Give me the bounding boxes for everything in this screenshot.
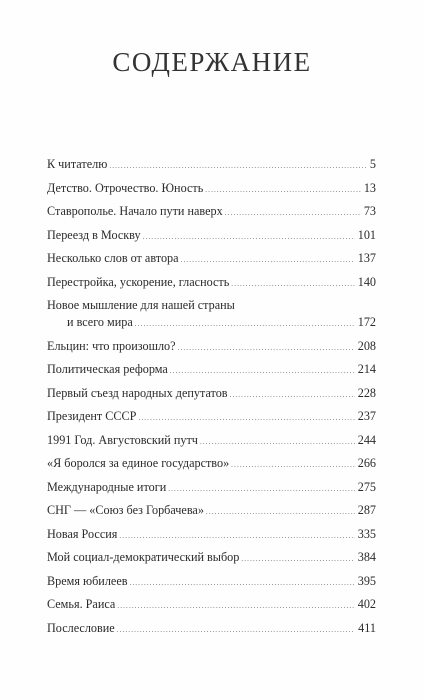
toc-entry bbox=[47, 502, 376, 519]
toc-entry-title: Новое мышление для нашей страны bbox=[47, 298, 235, 312]
dot-leader bbox=[206, 506, 355, 518]
toc-entry-page: 13 bbox=[363, 180, 376, 195]
toc-entry-page: 228 bbox=[357, 385, 376, 400]
toc-entry bbox=[47, 274, 376, 291]
dot-leader bbox=[178, 342, 355, 354]
dot-leader bbox=[230, 389, 355, 401]
toc-entry-title: Президент СССР bbox=[47, 409, 137, 423]
toc-entry bbox=[47, 180, 376, 197]
toc-entry-page: 214 bbox=[357, 362, 376, 376]
dot-leader bbox=[119, 530, 354, 542]
dot-leader bbox=[231, 459, 355, 471]
dot-leader bbox=[168, 483, 354, 495]
toc-entry-page: 411 bbox=[358, 620, 376, 635]
toc-entry-page: 395 bbox=[357, 573, 376, 588]
toc-entry-page: 208 bbox=[357, 338, 376, 353]
toc-entry-page: 237 bbox=[357, 409, 376, 423]
toc-entry bbox=[47, 573, 376, 590]
toc-entry-title: К читателю bbox=[47, 157, 108, 171]
dot-leader bbox=[138, 412, 354, 424]
toc-entry-page: 172 bbox=[357, 315, 376, 329]
toc-entry-page: 137 bbox=[357, 251, 376, 265]
toc-entry bbox=[47, 596, 376, 613]
dot-leader bbox=[231, 278, 354, 290]
dot-leader bbox=[170, 365, 355, 377]
toc-entry-page: 275 bbox=[357, 479, 376, 494]
toc-entry-title: Время юбилеев bbox=[47, 573, 128, 588]
toc-entry-title: Переезд в Москву bbox=[47, 227, 141, 242]
toc-entry-title: Новая Россия bbox=[47, 526, 118, 541]
toc-entry-page: 101 bbox=[357, 227, 376, 242]
toc-entry-page: 384 bbox=[357, 550, 376, 564]
toc-entry bbox=[47, 203, 376, 220]
toc-entry-title: Первый съезд народных депутатов bbox=[47, 385, 228, 400]
toc-entry-page: 244 bbox=[357, 432, 376, 447]
toc-entry-page: 402 bbox=[357, 597, 376, 611]
dot-leader bbox=[117, 624, 355, 636]
toc-entry-title: 1991 Год. Августовский путч bbox=[47, 432, 198, 447]
toc-entry bbox=[47, 156, 376, 173]
toc-entry-page: 73 bbox=[363, 204, 376, 218]
toc-entry-title: Детство. Отрочество. Юность bbox=[47, 180, 204, 195]
dot-leader bbox=[241, 553, 354, 565]
table-of-contents bbox=[47, 156, 376, 643]
toc-entry bbox=[47, 385, 376, 402]
toc-entry-title: Послесловие bbox=[47, 620, 115, 635]
toc-entry-title: Политическая реформа bbox=[47, 362, 168, 376]
dot-leader bbox=[135, 318, 355, 330]
toc-entry-title: Мой социал-демократический выбор bbox=[47, 550, 240, 564]
toc-entry-page: 287 bbox=[357, 503, 376, 517]
toc-entry bbox=[47, 250, 376, 267]
toc-entry-page: 5 bbox=[369, 157, 376, 171]
toc-entry bbox=[47, 479, 376, 496]
toc-entry-page: 335 bbox=[357, 526, 376, 541]
toc-entry-title: Ельцин: что произошло? bbox=[47, 338, 176, 353]
toc-entry bbox=[47, 526, 376, 543]
toc-entry bbox=[47, 549, 376, 566]
toc-entry-title: Ставрополье. Начало пути наверх bbox=[47, 204, 223, 218]
page-title: СОДЕРЖАНИЕ bbox=[112, 47, 312, 77]
toc-entry bbox=[47, 432, 376, 449]
toc-entry-title: Несколько слов от автора bbox=[47, 251, 179, 265]
toc-entry bbox=[47, 297, 376, 331]
toc-entry-title: Семья. Раиса bbox=[47, 597, 116, 611]
dot-leader bbox=[181, 254, 355, 266]
dot-leader bbox=[117, 600, 354, 612]
toc-entry bbox=[47, 408, 376, 425]
toc-entry-page: 140 bbox=[357, 274, 376, 289]
toc-entry bbox=[47, 455, 376, 472]
toc-entry bbox=[47, 338, 376, 355]
toc-entry bbox=[47, 620, 376, 637]
dot-leader bbox=[109, 160, 367, 172]
toc-entry-page: 266 bbox=[357, 456, 376, 470]
toc-entry-title: «Я боролся за единое государство» bbox=[47, 456, 230, 470]
toc-entry bbox=[47, 361, 376, 378]
toc-entry-title: Международные итоги bbox=[47, 479, 167, 494]
toc-entry-title-continuation: и всего мира bbox=[67, 315, 133, 329]
toc-entry bbox=[47, 227, 376, 244]
dot-leader bbox=[205, 184, 361, 196]
toc-entry-title: СНГ — «Союз без Горбачева» bbox=[47, 503, 204, 517]
dot-leader bbox=[129, 577, 354, 589]
dot-leader bbox=[200, 436, 355, 448]
dot-leader bbox=[143, 231, 355, 243]
dot-leader bbox=[225, 207, 361, 219]
toc-entry-title: Перестройка, ускорение, гласность bbox=[47, 274, 230, 289]
